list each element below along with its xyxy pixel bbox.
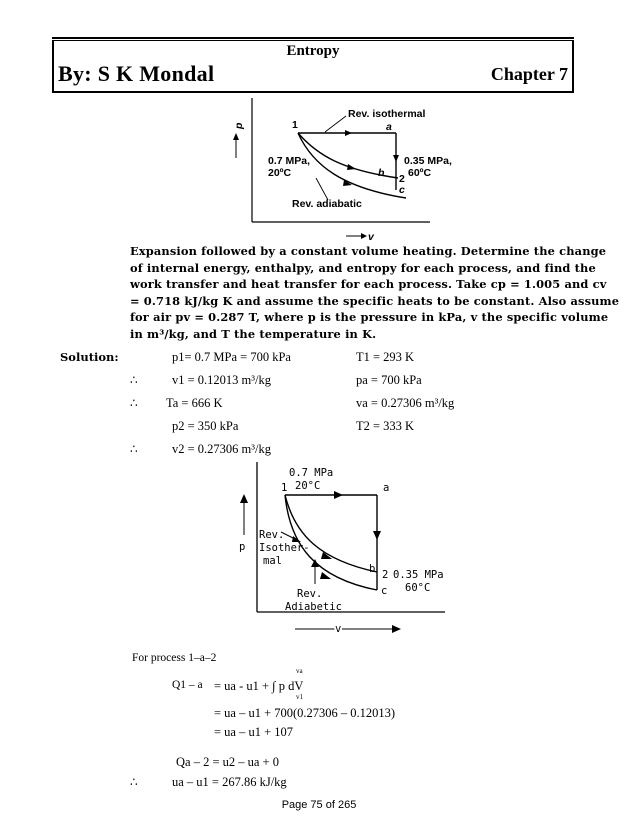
fig1-point-2: 2 <box>399 173 405 185</box>
problem-line: in m³/kg, and T the temperature in K. <box>130 326 377 341</box>
therefore-symbol: ∴ <box>130 396 138 410</box>
fig2-p-label: p <box>239 541 246 553</box>
fig2-isothermal-curve <box>285 495 377 572</box>
solution-label: Solution: <box>60 350 119 364</box>
fig1-arrow-ac <box>393 155 399 162</box>
header-topic: Entropy <box>286 43 340 59</box>
equation-qa2: Qa – 2 = u2 – ua + 0 <box>176 755 279 769</box>
process-heading: For process 1–a–2 <box>132 652 217 664</box>
problem-line: Expansion followed by a constant volume heating. Determine the change <box>130 244 607 258</box>
fig2-point-c: c <box>381 585 388 597</box>
fig1-adiabatic-curve <box>298 133 406 198</box>
fig1-p-arrowhead <box>233 133 239 140</box>
fig2-iso-label-1: Rev. <box>259 529 285 541</box>
integral-upper-limit: va <box>296 667 303 675</box>
therefore-symbol: ∴ <box>130 373 138 387</box>
fig1-state2-pressure: 0.35 MPa, <box>404 155 452 167</box>
fig2-iso-label-2: Isother- <box>259 542 310 554</box>
fig1-v-label: v <box>368 231 374 243</box>
problem-line: work transfer and heat transfer for each process. Take cp = 1.005 and cv <box>130 277 607 291</box>
fig1-point-c: c <box>399 184 405 196</box>
fig2-arrow-ac <box>373 531 381 540</box>
given-p1: p1= 0.7 MPa = 700 kPa <box>172 350 291 364</box>
fig2-adi-label-1: Rev. <box>297 588 323 600</box>
fig2-top-temp: 20°C <box>295 480 321 492</box>
fig2-p-arrowhead <box>240 494 248 503</box>
integral-lower-limit: v1 <box>296 693 303 701</box>
fig1-pointer-adi <box>316 178 328 200</box>
fig1-state1-temp: 20ºC <box>268 167 292 179</box>
fig2-adi-label-2: Adiabetic <box>285 601 342 613</box>
header-author: By: S K Mondal <box>58 61 215 86</box>
fig1-arrow-1a <box>345 130 352 136</box>
fig2-arrow-1a <box>334 491 343 499</box>
fig1-pointer-iso <box>325 116 346 132</box>
given-pa: pa = 700 kPa <box>356 373 422 387</box>
given-v2: v2 = 0.27306 m³/kg <box>172 442 271 456</box>
therefore-symbol: ∴ <box>130 442 138 456</box>
fig1-point-a: a <box>386 121 392 133</box>
fig1-label-adiabatic: Rev. adiabatic <box>292 198 362 210</box>
equation-3: = ua – u1 + 107 <box>214 725 294 739</box>
fig2-point-2: 2 <box>382 569 389 581</box>
given-p2: p2 = 350 kPa <box>172 419 239 433</box>
q-1a-lhs: Q1 – a <box>172 679 203 691</box>
fig2-right-temp: 60°C <box>405 582 431 594</box>
fig2-point-1: 1 <box>281 482 288 494</box>
fig1-state2-temp: 60ºC <box>408 167 432 179</box>
fig1-arrow-iso <box>347 164 356 170</box>
fig1-p-label: p <box>233 122 245 129</box>
given-va: va = 0.27306 m³/kg <box>356 396 455 410</box>
fig2-iso-label-3: mal <box>263 555 282 567</box>
fig2-right-pressure: 0.35 MPa <box>393 569 444 581</box>
equation-2: = ua – u1 + 700(0.27306 – 0.12013) <box>214 706 396 720</box>
page-number: Page 75 of 265 <box>281 799 357 811</box>
fig2-point-b: b <box>369 563 376 575</box>
equation-1: = ua - u1 + ∫ p dV <box>214 679 304 693</box>
given-v1: v1 = 0.12013 m³/kg <box>172 373 271 387</box>
given-T1: T1 = 293 K <box>356 350 415 364</box>
header-chapter: Chapter 7 <box>490 64 568 84</box>
fig2-v-arrowhead <box>392 625 401 633</box>
equation-result: ua – u1 = 267.86 kJ/kg <box>172 775 287 789</box>
problem-line: of internal energy, enthalpy, and entropy for each process, and find the <box>130 260 596 275</box>
fig2-v-label: v <box>335 623 342 635</box>
fig1-label-isothermal: Rev. isothermal <box>348 108 426 120</box>
header-top-rule <box>52 37 574 39</box>
fig1-point-1: 1 <box>292 119 298 131</box>
fig2-point-a: a <box>383 482 390 494</box>
fig2-top-pressure: 0.7 MPa <box>289 467 334 479</box>
fig1-v-arrowhead <box>361 233 367 239</box>
problem-line: = 0.718 kJ/kg K and assume the specific heats to be constant. Also assume <box>130 293 620 308</box>
page-header <box>52 40 574 93</box>
given-Ta: Ta = 666 K <box>166 396 223 410</box>
therefore-symbol: ∴ <box>130 775 138 789</box>
fig1-point-b: b <box>378 167 385 179</box>
problem-line: for air pv = 0.287 T, where p is the pressure in kPa, v the specific volume <box>130 310 609 324</box>
given-T2: T2 = 333 K <box>356 419 415 433</box>
pv-diagram-1 <box>228 96 452 243</box>
fig1-state1-pressure: 0.7 MPa, <box>268 155 311 167</box>
problem-statement <box>130 243 620 342</box>
pv-diagram-2 <box>235 460 450 640</box>
